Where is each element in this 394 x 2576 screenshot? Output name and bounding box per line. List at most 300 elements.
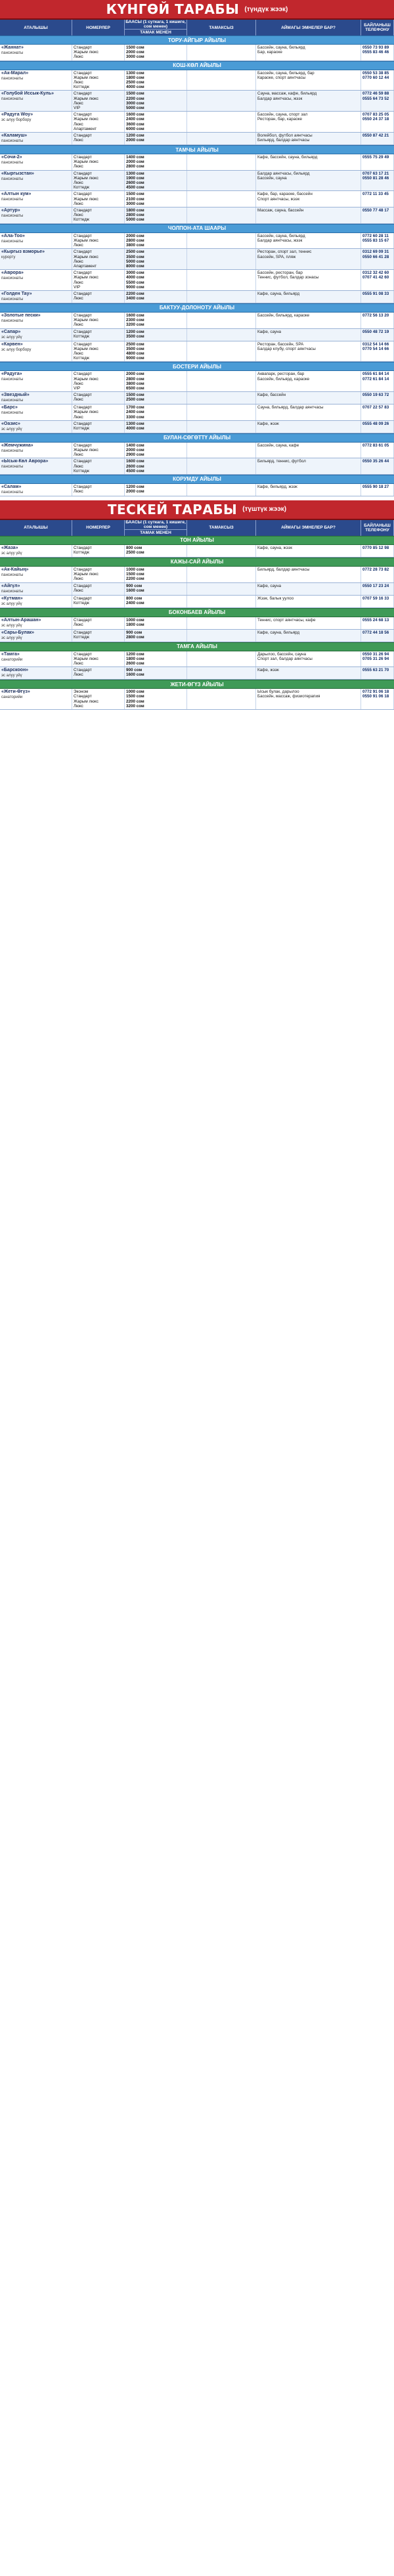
hotel-title: «Аврора»	[1, 271, 24, 276]
table-row	[0, 45, 394, 61]
amenity-line: Массаж, сауна, бассейн	[257, 208, 304, 213]
amenity-line: Жээк, балык уулоо	[257, 596, 294, 601]
amenities	[256, 329, 361, 341]
price-with-food	[125, 421, 187, 433]
room-category: Стандарт	[74, 421, 92, 426]
amenities	[256, 291, 361, 303]
phone-numbers	[361, 341, 394, 362]
amenities	[256, 421, 361, 433]
hotel-name	[0, 313, 72, 328]
hotel-kind: пансионаты	[1, 490, 24, 494]
hotel-title: «Сочи-2»	[1, 155, 22, 160]
hotel-title: «Радуга»	[1, 372, 22, 377]
price-with-food	[125, 617, 187, 629]
table-row	[0, 112, 394, 133]
room-categories	[72, 291, 125, 303]
price-without-food	[187, 171, 256, 191]
price-without-food	[187, 45, 256, 60]
room-category: Люкс	[74, 322, 83, 328]
room-category: Жарым люкс	[74, 175, 98, 181]
phone-number: 0770 85 12 98	[362, 545, 389, 550]
hotel-name	[0, 171, 72, 191]
phone-numbers	[361, 484, 394, 496]
table-row	[0, 617, 394, 630]
hotel-title: «Жаза»	[1, 545, 18, 550]
room-category: Стандарт	[74, 567, 92, 572]
price-value: 2400 сом	[126, 410, 144, 415]
amenity-line: Кафе, бильярд, жээк	[257, 484, 297, 489]
hotel-name	[0, 270, 72, 290]
hotel-title: «Сары-Булак»	[1, 630, 34, 635]
phone-number: 0550 48 72 19	[362, 329, 389, 334]
amenities	[256, 154, 361, 170]
room-category: Стандарт	[74, 583, 92, 588]
hotel-kind: эс алуу борбору	[1, 118, 32, 123]
amenities	[256, 583, 361, 595]
price-with-food	[125, 545, 187, 557]
price-without-food	[187, 371, 256, 391]
price-value: 1300 сом	[126, 171, 144, 176]
room-category: Люкс	[74, 201, 83, 206]
hotel-title: «Звездный»	[1, 393, 30, 398]
price-value: 3500 сом	[126, 334, 144, 339]
price-without-food	[187, 329, 256, 341]
price-value: 3500 сом	[126, 346, 144, 351]
room-category: Стандарт	[74, 545, 92, 550]
phone-numbers	[361, 458, 394, 474]
room-category: Коттедж	[74, 334, 89, 339]
hotel-kind: эс алуу борбору	[1, 347, 32, 352]
header-category: НОМЕРЛЕР	[72, 20, 125, 35]
phone-number: 0772 60 28 11	[362, 233, 389, 238]
room-category: Стандарт	[74, 668, 92, 673]
amenity-line: Бассейн, сауна, спорт зал	[257, 112, 308, 118]
amenities	[256, 458, 361, 474]
amenities	[256, 45, 361, 60]
table-row	[0, 341, 394, 362]
room-category: Коттедж	[74, 426, 89, 431]
room-categories	[72, 458, 125, 474]
price-value: 5500 сом	[126, 280, 144, 285]
region-rows	[0, 233, 394, 303]
price-value: 9000 сом	[126, 284, 144, 290]
room-categories	[72, 154, 125, 170]
hotel-title: «Ысык-Көл Аврора»	[1, 459, 49, 464]
hotel-kind: эс алуу үйү	[1, 601, 22, 606]
phone-numbers	[361, 171, 394, 191]
price-value: 4000 сом	[126, 275, 144, 280]
room-categories	[72, 207, 125, 223]
price-value: 4500 сом	[126, 468, 144, 473]
phone-number: 0312 69 09 31	[362, 250, 389, 255]
hotel-name	[0, 617, 72, 629]
room-categories	[72, 404, 125, 420]
price-value: 2000 сом	[126, 138, 144, 143]
price-value: 3200 сом	[126, 703, 144, 709]
hotel-kind: пансионаты	[1, 239, 24, 244]
table-row	[0, 233, 394, 250]
hotel-name	[0, 484, 72, 496]
price-value: 1400 сом	[126, 155, 144, 160]
price-without-food	[187, 667, 256, 679]
price-value: 900 сом	[126, 583, 142, 588]
phone-number: 0772 91 06 18	[362, 689, 389, 695]
phone-number: 0555 75 29 49	[362, 155, 389, 160]
room-category: Стандарт	[74, 393, 92, 398]
amenity-line: Спорт аянтчасы, жээк	[257, 196, 300, 202]
room-category: Коттедж	[74, 634, 89, 640]
price-without-food	[187, 545, 256, 557]
north-shore-subtitle: (түндүк жээк)	[244, 5, 288, 13]
hotel-kind: пансионаты	[1, 399, 24, 403]
phone-number: 0770 60 12 44	[362, 75, 389, 80]
room-category: Жарым люкс	[74, 117, 98, 122]
table-row	[0, 630, 394, 642]
hotel-kind: пансионаты	[1, 573, 24, 577]
price-value: 3300 сом	[126, 414, 144, 420]
price-value: 1600 сом	[126, 588, 144, 593]
hotel-name	[0, 112, 72, 132]
price-value: 1600 сом	[126, 672, 144, 678]
table-header-south	[0, 520, 394, 536]
phone-numbers	[361, 371, 394, 391]
price-value: 2400 сом	[126, 600, 144, 605]
amenities	[256, 249, 361, 269]
amenities	[256, 91, 361, 111]
price-value: 800 сом	[126, 545, 142, 550]
room-categories	[72, 112, 125, 132]
room-category: Люкс	[74, 164, 83, 169]
price-without-food	[187, 133, 256, 144]
room-categories	[72, 91, 125, 111]
room-category: Стандарт	[74, 45, 92, 50]
phone-numbers	[361, 133, 394, 144]
table-row	[0, 291, 394, 303]
room-categories	[72, 270, 125, 290]
phone-numbers	[361, 630, 394, 642]
room-category: Люкс	[74, 661, 83, 666]
amenity-line: Ресторан, спорт зал, теннис	[257, 250, 312, 255]
room-category: Стандарт	[74, 91, 92, 97]
amenities	[256, 171, 361, 191]
phone-number: 0707 63 17 21	[362, 171, 389, 176]
phone-numbers	[361, 91, 394, 111]
hotel-title: «Жаннат»	[1, 45, 24, 50]
amenity-line: Сауна, бильярд, балдар аянтчасы	[257, 405, 324, 410]
room-category: Люкс	[74, 138, 83, 143]
header-price	[125, 520, 187, 536]
price-with-food	[125, 45, 187, 60]
price-value: 4500 сом	[126, 185, 144, 190]
region-header: ТОРУ-АЙГЫР АЙЫЛЫ	[0, 35, 394, 45]
room-categories	[72, 313, 125, 328]
room-category: Жарым люкс	[74, 376, 98, 382]
region-rows	[0, 70, 394, 145]
room-category: Люкс	[74, 181, 83, 186]
hotel-kind: курорту	[1, 255, 16, 260]
price-value: 1600 сом	[126, 112, 144, 118]
room-category: Стандарт	[74, 651, 92, 657]
price-value: 2600 сом	[126, 661, 144, 666]
price-value: 900 сом	[126, 630, 142, 635]
table-row	[0, 70, 394, 91]
room-category: Люкс	[74, 577, 83, 582]
phone-number: 0550 81 28 46	[362, 175, 389, 181]
room-category: Жарым люкс	[74, 196, 98, 202]
room-categories	[72, 233, 125, 249]
phone-number: 0772 61 84 14	[362, 376, 389, 382]
hotel-kind: пансионаты	[1, 589, 24, 594]
table-row	[0, 171, 394, 192]
price-value: 1200 сом	[126, 651, 144, 657]
room-category: Стандарт	[74, 233, 92, 238]
amenity-line: Бильярд, теннис, футбол	[257, 459, 306, 464]
room-category: Стандарт	[74, 250, 92, 255]
room-category: VIP	[74, 106, 81, 111]
price-value: 1200 сом	[126, 329, 144, 334]
region-header: ТОН АЙЫЛЫ	[0, 536, 394, 545]
hotel-title: «Кыргызстан»	[1, 171, 34, 176]
amenity-line: Бассейн, сауна, бильярд, бар	[257, 70, 315, 76]
header-amenities: АЙМАГЫ ЭМНЕЛЕР БАР?	[256, 20, 361, 35]
region-header: ЧОЛПОН-АТА ШААРЫ	[0, 224, 394, 233]
price-value: 2000 сом	[126, 160, 144, 165]
table-row	[0, 91, 394, 112]
price-value: 900 сом	[126, 668, 142, 673]
price-value: 1600 сом	[126, 313, 144, 318]
region-header: БУЛАН-СӨГӨТТҮ АЙЫЛЫ	[0, 433, 394, 443]
amenity-line: Волейбол, футбол аянтчасы	[257, 133, 313, 139]
header-price-a: ТАМАК МЕНЕН	[140, 530, 171, 535]
price-with-food	[125, 667, 187, 679]
hotel-title: «Каламуш»	[1, 133, 28, 139]
hotel-title: «Айгүл»	[1, 583, 20, 588]
south-shore-title: ТЕСКЕЙ ТАРАБЫ	[107, 501, 238, 517]
phone-number: 0550 53 38 85	[362, 70, 389, 76]
price-value: 1000 сом	[126, 617, 144, 622]
price-without-food	[187, 191, 256, 207]
price-value: 3000 сом	[126, 55, 144, 60]
header-phone: БАЙЛАНЫШ ТЕЛЕФОНУ	[361, 520, 394, 536]
phone-numbers	[361, 583, 394, 595]
hotel-kind: пансионаты	[1, 97, 24, 102]
hotel-name	[0, 458, 72, 474]
price-with-food	[125, 70, 187, 91]
hotel-name	[0, 421, 72, 433]
room-categories	[72, 596, 125, 607]
price-value: 3800 сом	[126, 381, 144, 386]
table-row	[0, 458, 394, 475]
amenities	[256, 484, 361, 496]
phone-numbers	[361, 70, 394, 91]
room-category: Стандарт	[74, 443, 92, 448]
amenity-line: Кафе, сауна	[257, 329, 282, 334]
amenities	[256, 191, 361, 207]
price-without-food	[187, 392, 256, 404]
hotel-title: «Ак-Кайың»	[1, 567, 29, 572]
price-with-food	[125, 596, 187, 607]
hotel-title: «Салам»	[1, 484, 22, 489]
table-row	[0, 484, 394, 496]
room-categories	[72, 341, 125, 362]
north-shore-table	[0, 35, 394, 496]
price-without-food	[187, 233, 256, 249]
room-category: Жарым люкс	[74, 572, 98, 577]
price-with-food	[125, 91, 187, 111]
price-with-food	[125, 313, 187, 328]
room-category: Коттедж	[74, 550, 89, 556]
hotel-title: «Голубой Иссык-Куль»	[1, 91, 55, 97]
region-rows	[0, 617, 394, 642]
phone-number: 0550 17 23 24	[362, 583, 389, 588]
hotel-kind: пансионаты	[1, 161, 24, 165]
hotel-kind: пансионаты	[1, 448, 24, 453]
price-value: 2500 сом	[126, 341, 144, 347]
room-category: VIP	[74, 284, 81, 290]
table-row	[0, 583, 394, 596]
price-without-food	[187, 70, 256, 91]
price-without-food	[187, 91, 256, 111]
price-with-food	[125, 458, 187, 474]
amenity-line: Сауна, массаж, кафе, бильярд	[257, 91, 317, 97]
amenity-line: Бассейн, бильярд, караоке	[257, 376, 310, 382]
room-category: Жарым люкс	[74, 50, 98, 55]
hotel-kind: пансионаты	[1, 297, 24, 301]
room-categories	[72, 70, 125, 91]
price-value: 1800 сом	[126, 656, 144, 661]
room-category: Жарым люкс	[74, 254, 98, 259]
phone-number: 0772 11 33 45	[362, 192, 389, 197]
hotel-kind: пансионаты	[1, 465, 24, 469]
hotel-title: «Жети-Өгүз»	[1, 689, 30, 695]
hotel-name	[0, 392, 72, 404]
region-header: ТАМЧЫ АЙЫЛЫ	[0, 145, 394, 154]
room-categories	[72, 484, 125, 496]
region-rows	[0, 154, 394, 224]
room-category: Стандарт	[74, 341, 92, 347]
phone-number: 0555 91 08 33	[362, 291, 389, 296]
hotel-title: «Артур»	[1, 208, 20, 213]
room-category: Люкс	[74, 622, 83, 627]
table-row	[0, 133, 394, 145]
price-value: 3200 сом	[126, 322, 144, 328]
price-value: 3600 сом	[126, 121, 144, 127]
amenities	[256, 207, 361, 223]
room-category: Люкс	[74, 351, 83, 356]
hotel-title: «Алтын кум»	[1, 192, 32, 197]
room-category: Стандарт	[74, 313, 92, 318]
table-row	[0, 207, 394, 224]
hotel-name	[0, 329, 72, 341]
amenity-line: Кафе, сауна, жээк	[257, 545, 292, 550]
hotel-name	[0, 689, 72, 709]
room-category: Люкс	[74, 397, 83, 403]
price-value: 3400 сом	[126, 296, 144, 301]
hotel-kind: пансионаты	[1, 276, 24, 281]
room-categories	[72, 617, 125, 629]
amenity-line: Бассейн, сауна	[257, 175, 287, 181]
price-value: 2800 сом	[126, 213, 144, 218]
hotel-name	[0, 443, 72, 458]
room-category: Стандарт	[74, 630, 92, 635]
hotel-kind: пансионаты	[1, 76, 24, 81]
price-with-food	[125, 233, 187, 249]
hotel-title: «Ак-Марал»	[1, 70, 29, 76]
hotel-name	[0, 191, 72, 207]
phone-number: 0772 56 13 20	[362, 313, 389, 318]
table-row	[0, 313, 394, 329]
table-row	[0, 329, 394, 341]
hotel-kind: пансионаты	[1, 378, 24, 382]
price-value: 1800 сом	[126, 622, 144, 627]
amenities	[256, 567, 361, 582]
amenities	[256, 617, 361, 629]
tourist-price-sheet	[0, 0, 394, 710]
price-without-food	[187, 249, 256, 269]
price-value: 2800 сом	[126, 164, 144, 169]
phone-number: 0555 83 15 67	[362, 238, 389, 243]
price-with-food	[125, 270, 187, 290]
hotel-kind: пансионаты	[1, 411, 24, 416]
price-value: 1500 сом	[126, 393, 144, 398]
amenities	[256, 545, 361, 557]
price-with-food	[125, 484, 187, 496]
price-with-food	[125, 371, 187, 391]
room-category: Стандарт	[74, 596, 92, 601]
hotel-name	[0, 91, 72, 111]
price-with-food	[125, 341, 187, 362]
hotel-name	[0, 583, 72, 595]
room-categories	[72, 651, 125, 667]
room-category: Люкс	[74, 280, 83, 285]
amenity-line: Бассейн, сауна, кафе	[257, 443, 299, 448]
region-header: КОРУМДУ АЙЫЛЫ	[0, 475, 394, 484]
hotel-name	[0, 651, 72, 667]
room-category: Стандарт	[74, 372, 92, 377]
region-header: ТАМГА АЙЫЛЫ	[0, 642, 394, 651]
price-value: 1500 сом	[126, 694, 144, 699]
header-phone: БАЙЛАНЫШ ТЕЛЕФОНУ	[361, 20, 394, 35]
price-value: 1500 сом	[126, 572, 144, 577]
phone-number: 0555 83 46 46	[362, 50, 389, 55]
room-categories	[72, 667, 125, 679]
room-category: Люкс	[74, 588, 83, 593]
hotel-title: «Ала-Тоо»	[1, 233, 25, 238]
room-categories	[72, 133, 125, 144]
room-category: Эконом	[74, 689, 89, 695]
header-amenities: АЙМАГЫ ЭМНЕЛЕР БАР?	[256, 520, 361, 536]
hotel-name	[0, 249, 72, 269]
room-categories	[72, 371, 125, 391]
header-price-b: ТАМАКСЫЗ	[187, 20, 256, 35]
amenity-line: Кафе, бар, караоке, бассейн	[257, 192, 313, 197]
room-categories	[72, 689, 125, 709]
hotel-name	[0, 596, 72, 607]
room-category: Апартамент	[74, 263, 97, 269]
price-value: 4800 сом	[126, 351, 144, 356]
amenities	[256, 596, 361, 607]
header-price-b: ТАМАКСЫЗ	[187, 520, 256, 536]
room-category: Жарым люкс	[74, 160, 98, 165]
table-row	[0, 154, 394, 171]
phone-numbers	[361, 596, 394, 607]
price-value: 1000 сом	[126, 567, 144, 572]
price-with-food	[125, 154, 187, 170]
room-category: Люкс	[74, 296, 83, 301]
amenities	[256, 112, 361, 132]
phone-number: 0550 91 06 18	[362, 694, 389, 699]
price-without-food	[187, 270, 256, 290]
